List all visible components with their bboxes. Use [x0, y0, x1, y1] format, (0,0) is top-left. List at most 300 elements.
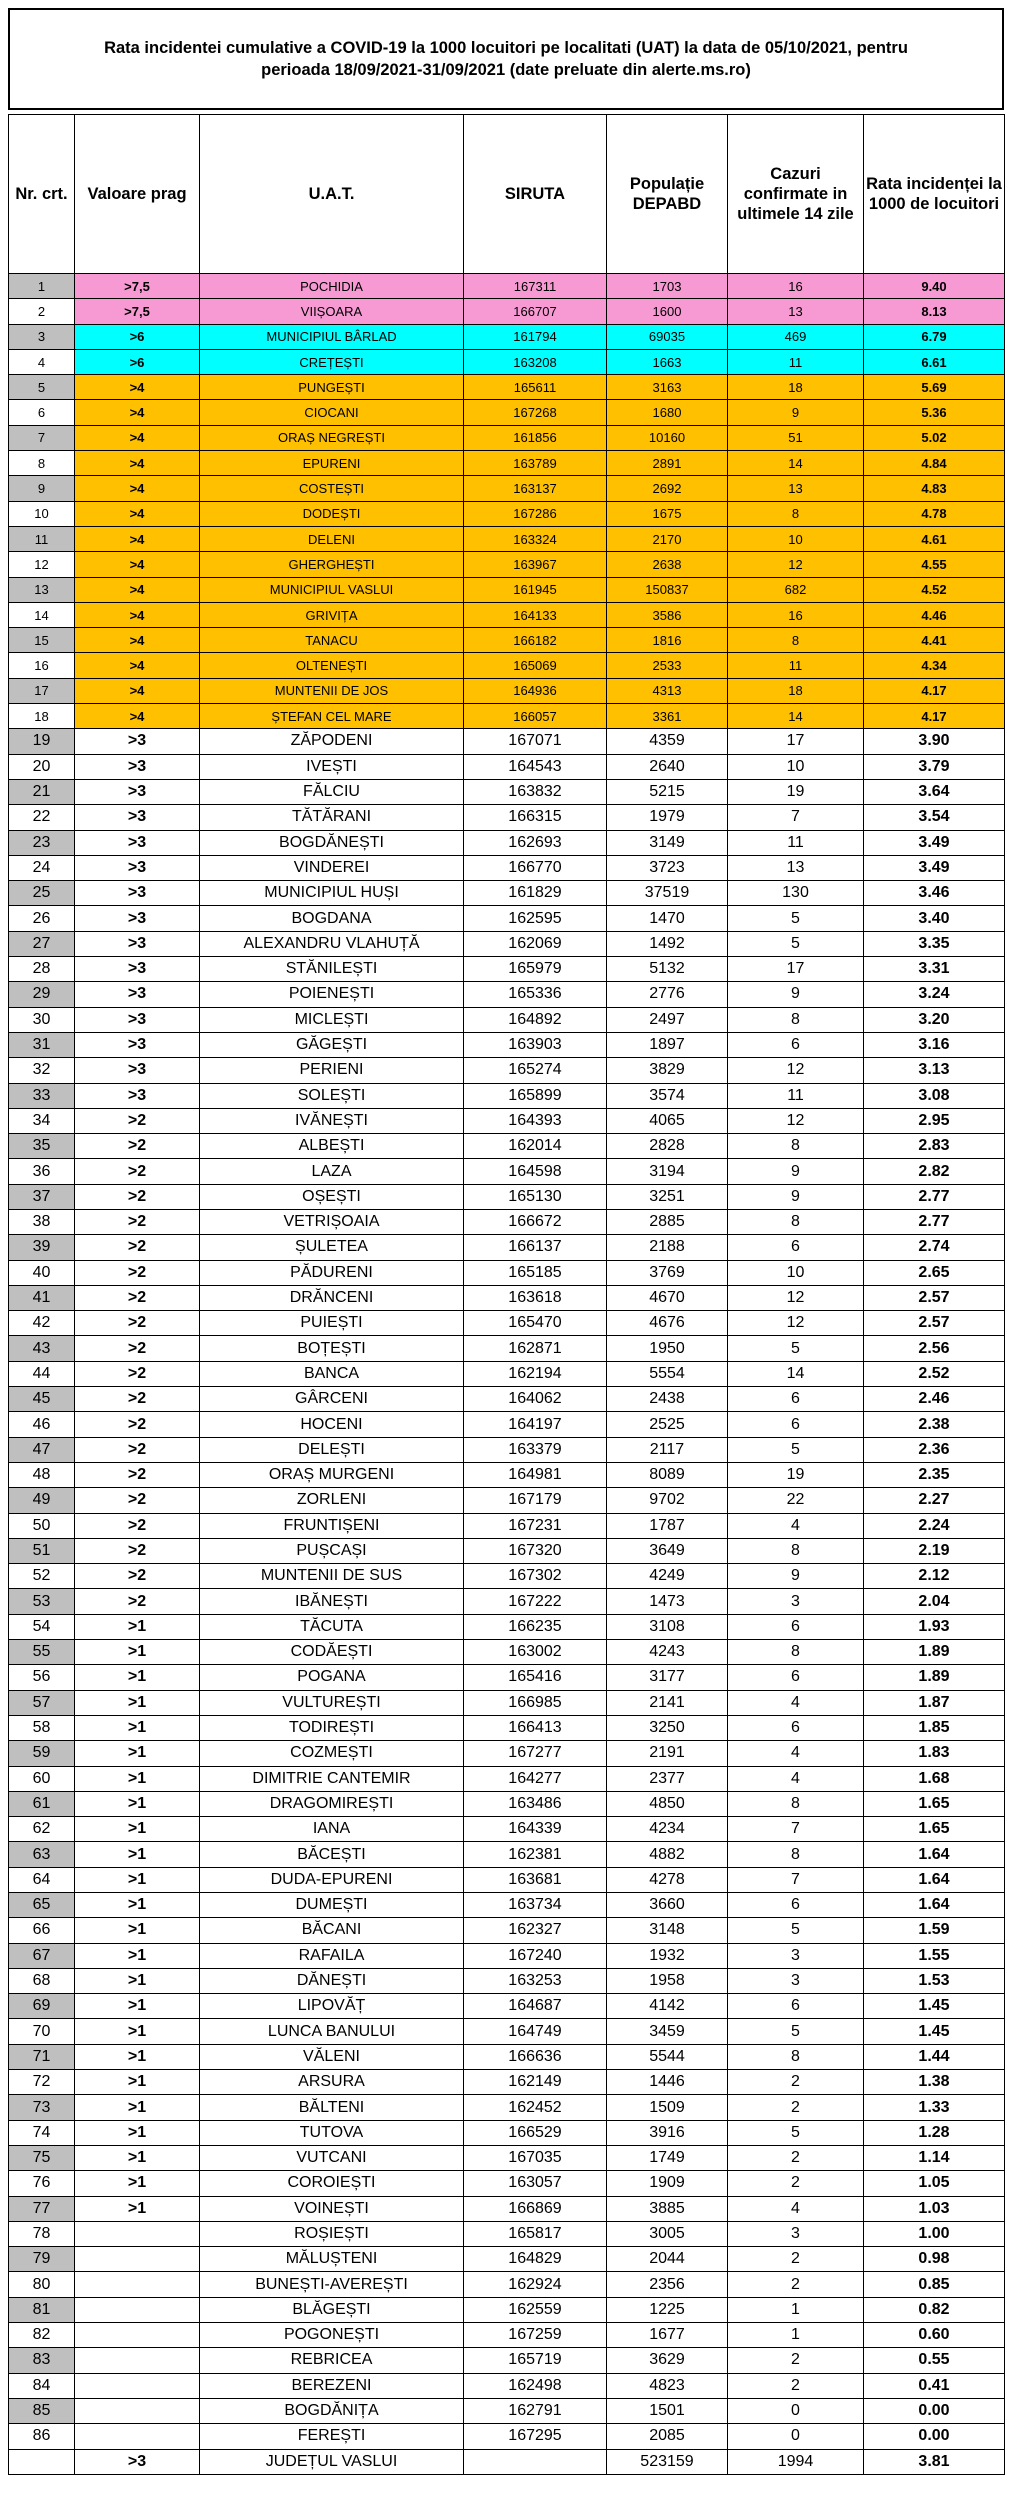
confirmed-cases: 2	[728, 2247, 864, 2272]
siruta-code: 167071	[464, 729, 607, 754]
table-title	[8, 8, 1004, 110]
threshold-value: >1	[75, 1614, 200, 1639]
table-row	[9, 1564, 1005, 1589]
uat-name: MICLEȘTI	[200, 1007, 464, 1032]
header-cazuri: Cazuri confirmate in ultimele 14 zile	[728, 115, 864, 274]
siruta-code: 162924	[464, 2272, 607, 2297]
population: 1492	[607, 931, 728, 956]
confirmed-cases: 0	[728, 2424, 864, 2449]
siruta-code: 164277	[464, 1766, 607, 1791]
incidence-rate: 1.44	[864, 2044, 1005, 2069]
table-row	[9, 754, 1005, 779]
incidence-rate: 3.13	[864, 1058, 1005, 1083]
siruta-code: 167259	[464, 2323, 607, 2348]
table-row	[9, 1311, 1005, 1336]
population: 4142	[607, 1994, 728, 2019]
incidence-rate: 0.85	[864, 2272, 1005, 2297]
incidence-rate: 5.36	[864, 400, 1005, 425]
header-row	[9, 115, 1005, 274]
population: 2170	[607, 526, 728, 551]
population: 2525	[607, 1412, 728, 1437]
confirmed-cases: 16	[728, 602, 864, 627]
table-row	[9, 2297, 1005, 2322]
table-row	[9, 779, 1005, 804]
population: 3574	[607, 1083, 728, 1108]
siruta-code: 164687	[464, 1994, 607, 2019]
row-number: 20	[9, 754, 75, 779]
table-row	[9, 678, 1005, 703]
table-row	[9, 881, 1005, 906]
confirmed-cases: 11	[728, 653, 864, 678]
uat-name: POGONEȘTI	[200, 2323, 464, 2348]
siruta-code: 162791	[464, 2398, 607, 2423]
table-row	[9, 1058, 1005, 1083]
row-number: 46	[9, 1412, 75, 1437]
row-number: 29	[9, 982, 75, 1007]
population: 1787	[607, 1513, 728, 1538]
siruta-code: 166182	[464, 628, 607, 653]
row-number: 71	[9, 2044, 75, 2069]
uat-name: ȘULETEA	[200, 1235, 464, 1260]
uat-name: POIENEȘTI	[200, 982, 464, 1007]
siruta-code: 167240	[464, 1943, 607, 1968]
row-number: 68	[9, 1968, 75, 1993]
table-row	[9, 1690, 1005, 1715]
threshold-value: >1	[75, 2095, 200, 2120]
population: 4359	[607, 729, 728, 754]
threshold-value: >4	[75, 526, 200, 551]
population: 4670	[607, 1285, 728, 1310]
population: 1816	[607, 628, 728, 653]
siruta-code: 163681	[464, 1867, 607, 1892]
document	[8, 8, 1004, 2475]
table-row	[9, 2373, 1005, 2398]
threshold-value: >4	[75, 375, 200, 400]
uat-name: BĂCANI	[200, 1918, 464, 1943]
siruta-code: 164936	[464, 678, 607, 703]
total-uat-name: JUDEȚUL VASLUI	[200, 2449, 464, 2474]
population: 3250	[607, 1715, 728, 1740]
threshold-value: >2	[75, 1311, 200, 1336]
incidence-rate: 2.19	[864, 1538, 1005, 1563]
table-row	[9, 1361, 1005, 1386]
population: 8089	[607, 1462, 728, 1487]
population: 2885	[607, 1209, 728, 1234]
confirmed-cases: 5	[728, 1437, 864, 1462]
threshold-value: >3	[75, 754, 200, 779]
uat-name: VOINEȘTI	[200, 2196, 464, 2221]
table-row	[9, 1235, 1005, 1260]
threshold-value: >6	[75, 324, 200, 349]
siruta-code: 164133	[464, 602, 607, 627]
incidence-rate: 1.28	[864, 2120, 1005, 2145]
siruta-code: 165979	[464, 957, 607, 982]
population: 2085	[607, 2424, 728, 2449]
confirmed-cases: 130	[728, 881, 864, 906]
confirmed-cases: 4	[728, 1766, 864, 1791]
table-row	[9, 1791, 1005, 1816]
row-number: 31	[9, 1032, 75, 1057]
threshold-value: >3	[75, 729, 200, 754]
confirmed-cases: 5	[728, 2120, 864, 2145]
row-number: 77	[9, 2196, 75, 2221]
incidence-rate: 2.83	[864, 1134, 1005, 1159]
incidence-rate: 2.57	[864, 1311, 1005, 1336]
threshold-value: >1	[75, 2070, 200, 2095]
population: 150837	[607, 577, 728, 602]
threshold-value: >3	[75, 1083, 200, 1108]
row-number: 11	[9, 526, 75, 551]
row-number: 86	[9, 2424, 75, 2449]
row-number: 64	[9, 1867, 75, 1892]
table-row	[9, 1715, 1005, 1740]
table-row	[9, 830, 1005, 855]
confirmed-cases: 18	[728, 375, 864, 400]
row-number: 51	[9, 1538, 75, 1563]
population: 5215	[607, 779, 728, 804]
confirmed-cases: 9	[728, 1184, 864, 1209]
incidence-rate: 2.77	[864, 1184, 1005, 1209]
threshold-value: >1	[75, 1867, 200, 1892]
population: 3177	[607, 1665, 728, 1690]
uat-name: IANA	[200, 1817, 464, 1842]
uat-name: ALEXANDRU VLAHUȚĂ	[200, 931, 464, 956]
table-row	[9, 931, 1005, 956]
siruta-code: 162327	[464, 1918, 607, 1943]
population: 3586	[607, 602, 728, 627]
row-number: 7	[9, 425, 75, 450]
siruta-code: 162595	[464, 906, 607, 931]
siruta-code: 166985	[464, 1690, 607, 1715]
siruta-code: 163618	[464, 1285, 607, 1310]
table-row	[9, 1134, 1005, 1159]
confirmed-cases: 9	[728, 982, 864, 1007]
population: 4243	[607, 1640, 728, 1665]
table-row	[9, 400, 1005, 425]
confirmed-cases: 2	[728, 2095, 864, 2120]
siruta-code: 165719	[464, 2348, 607, 2373]
confirmed-cases: 11	[728, 1083, 864, 1108]
uat-name: MUNICIPIUL HUȘI	[200, 881, 464, 906]
confirmed-cases: 469	[728, 324, 864, 349]
threshold-value	[75, 2247, 200, 2272]
table-row	[9, 1260, 1005, 1285]
row-number: 13	[9, 577, 75, 602]
threshold-value	[75, 2398, 200, 2423]
table-row	[9, 1513, 1005, 1538]
confirmed-cases: 8	[728, 1791, 864, 1816]
confirmed-cases: 19	[728, 779, 864, 804]
table-row	[9, 2095, 1005, 2120]
threshold-value: >4	[75, 577, 200, 602]
siruta-code: 167302	[464, 1564, 607, 1589]
uat-name: IBĂNEȘTI	[200, 1589, 464, 1614]
row-number: 30	[9, 1007, 75, 1032]
row-number: 78	[9, 2221, 75, 2246]
confirmed-cases: 8	[728, 1209, 864, 1234]
title-line-2: perioada 18/09/2021-31/09/2021 (date preluate din alerte.ms.ro)	[261, 61, 751, 79]
siruta-code: 162381	[464, 1842, 607, 1867]
uat-name: STĂNILEȘTI	[200, 957, 464, 982]
row-number: 19	[9, 729, 75, 754]
confirmed-cases: 12	[728, 1108, 864, 1133]
confirmed-cases: 7	[728, 1817, 864, 1842]
incidence-rate: 6.61	[864, 349, 1005, 374]
confirmed-cases: 16	[728, 274, 864, 299]
siruta-code: 163137	[464, 476, 607, 501]
threshold-value: >6	[75, 349, 200, 374]
population: 37519	[607, 881, 728, 906]
siruta-code: 166869	[464, 2196, 607, 2221]
table-row	[9, 982, 1005, 1007]
threshold-value: >1	[75, 2145, 200, 2170]
uat-name: BEREZENI	[200, 2373, 464, 2398]
confirmed-cases: 8	[728, 2044, 864, 2069]
row-number: 12	[9, 552, 75, 577]
table-row	[9, 2398, 1005, 2423]
incidence-rate: 1.38	[864, 2070, 1005, 2095]
row-number: 50	[9, 1513, 75, 1538]
table-row	[9, 1462, 1005, 1487]
threshold-value: >4	[75, 501, 200, 526]
uat-name: PUNGEȘTI	[200, 375, 464, 400]
population: 1958	[607, 1968, 728, 1993]
siruta-code: 163253	[464, 1968, 607, 1993]
confirmed-cases: 4	[728, 1741, 864, 1766]
population: 1703	[607, 274, 728, 299]
incidence-rate: 3.49	[864, 830, 1005, 855]
confirmed-cases: 8	[728, 628, 864, 653]
population: 1909	[607, 2171, 728, 2196]
header-siruta: SIRUTA	[464, 115, 607, 274]
row-number: 53	[9, 1589, 75, 1614]
uat-name: FEREȘTI	[200, 2424, 464, 2449]
table-row	[9, 1108, 1005, 1133]
uat-name: MUNICIPIUL BÂRLAD	[200, 324, 464, 349]
incidence-rate: 4.61	[864, 526, 1005, 551]
table-row	[9, 2323, 1005, 2348]
population: 3149	[607, 830, 728, 855]
confirmed-cases: 14	[728, 451, 864, 476]
incidence-rate: 3.90	[864, 729, 1005, 754]
confirmed-cases: 6	[728, 1412, 864, 1437]
table-row	[9, 299, 1005, 324]
row-number: 3	[9, 324, 75, 349]
incidence-rate: 3.49	[864, 855, 1005, 880]
population: 1225	[607, 2297, 728, 2322]
incidence-rate: 1.14	[864, 2145, 1005, 2170]
total-incidence-rate: 3.81	[864, 2449, 1005, 2474]
population: 3660	[607, 1893, 728, 1918]
table-row	[9, 274, 1005, 299]
siruta-code: 164197	[464, 1412, 607, 1437]
incidence-rate: 3.54	[864, 805, 1005, 830]
confirmed-cases: 6	[728, 1665, 864, 1690]
uat-name: BLĂGEȘTI	[200, 2297, 464, 2322]
table-row	[9, 2424, 1005, 2449]
uat-name: BOGDANA	[200, 906, 464, 931]
confirmed-cases: 8	[728, 1640, 864, 1665]
incidence-rate: 0.98	[864, 2247, 1005, 2272]
threshold-value: >1	[75, 2120, 200, 2145]
population: 4850	[607, 1791, 728, 1816]
confirmed-cases: 10	[728, 1260, 864, 1285]
table-row	[9, 2171, 1005, 2196]
incidence-rate: 4.46	[864, 602, 1005, 627]
incidence-rate: 1.53	[864, 1968, 1005, 1993]
table-row	[9, 1083, 1005, 1108]
table-row	[9, 1867, 1005, 1892]
uat-name: GÂRCENI	[200, 1387, 464, 1412]
confirmed-cases: 8	[728, 1842, 864, 1867]
threshold-value: >1	[75, 2019, 200, 2044]
threshold-value: >2	[75, 1412, 200, 1437]
threshold-value: >1	[75, 1817, 200, 1842]
population: 4676	[607, 1311, 728, 1336]
incidence-rate: 1.85	[864, 1715, 1005, 1740]
confirmed-cases: 51	[728, 425, 864, 450]
population: 3163	[607, 375, 728, 400]
uat-name: RAFAILA	[200, 1943, 464, 1968]
incidence-rate: 3.35	[864, 931, 1005, 956]
incidence-rate: 2.77	[864, 1209, 1005, 1234]
table-row	[9, 2145, 1005, 2170]
population: 4313	[607, 678, 728, 703]
siruta-code: 162498	[464, 2373, 607, 2398]
confirmed-cases: 3	[728, 1968, 864, 1993]
threshold-value: >1	[75, 1690, 200, 1715]
row-number: 60	[9, 1766, 75, 1791]
siruta-code: 165470	[464, 1311, 607, 1336]
incidence-rate: 2.57	[864, 1285, 1005, 1310]
threshold-value: >2	[75, 1235, 200, 1260]
confirmed-cases: 2	[728, 2171, 864, 2196]
table-row	[9, 1437, 1005, 1462]
siruta-code: 164598	[464, 1159, 607, 1184]
population: 1446	[607, 2070, 728, 2095]
incidence-rate: 0.60	[864, 2323, 1005, 2348]
uat-name: OȘEȘTI	[200, 1184, 464, 1209]
population: 2828	[607, 1134, 728, 1159]
table-row	[9, 1285, 1005, 1310]
table-row	[9, 476, 1005, 501]
row-number: 61	[9, 1791, 75, 1816]
threshold-value: >2	[75, 1260, 200, 1285]
population: 2533	[607, 653, 728, 678]
threshold-value: >7,5	[75, 274, 200, 299]
uat-name: TANACU	[200, 628, 464, 653]
siruta-code: 167268	[464, 400, 607, 425]
confirmed-cases: 3	[728, 1943, 864, 1968]
siruta-code: 165817	[464, 2221, 607, 2246]
siruta-code: 165185	[464, 1260, 607, 1285]
threshold-value: >4	[75, 451, 200, 476]
threshold-value: >2	[75, 1184, 200, 1209]
table-row	[9, 451, 1005, 476]
siruta-code: 164829	[464, 2247, 607, 2272]
table-row	[9, 1007, 1005, 1032]
confirmed-cases: 5	[728, 1336, 864, 1361]
uat-name: MĂLUȘTENI	[200, 2247, 464, 2272]
population: 1677	[607, 2323, 728, 2348]
threshold-value: >1	[75, 1665, 200, 1690]
confirmed-cases: 3	[728, 2221, 864, 2246]
population: 2188	[607, 1235, 728, 1260]
table-row	[9, 1817, 1005, 1842]
uat-name: POCHIDIA	[200, 274, 464, 299]
confirmed-cases: 12	[728, 1285, 864, 1310]
uat-name: COROIEȘTI	[200, 2171, 464, 2196]
incidence-rate: 0.00	[864, 2424, 1005, 2449]
siruta-code: 165336	[464, 982, 607, 1007]
siruta-code: 162069	[464, 931, 607, 956]
siruta-code: 162559	[464, 2297, 607, 2322]
incidence-rate: 1.45	[864, 1994, 1005, 2019]
uat-name: ARSURA	[200, 2070, 464, 2095]
threshold-value: >1	[75, 2044, 200, 2069]
siruta-code: 167231	[464, 1513, 607, 1538]
uat-name: MUNTENII DE SUS	[200, 1564, 464, 1589]
population: 1501	[607, 2398, 728, 2423]
siruta-code: 162194	[464, 1361, 607, 1386]
population: 2117	[607, 1437, 728, 1462]
siruta-code: 162871	[464, 1336, 607, 1361]
threshold-value: >7,5	[75, 299, 200, 324]
row-number: 38	[9, 1209, 75, 1234]
uat-name: GHERGHEȘTI	[200, 552, 464, 577]
uat-name: CIOCANI	[200, 400, 464, 425]
row-number: 80	[9, 2272, 75, 2297]
incidence-rate: 3.64	[864, 779, 1005, 804]
siruta-code: 164062	[464, 1387, 607, 1412]
table-row	[9, 1741, 1005, 1766]
threshold-value: >3	[75, 881, 200, 906]
population: 5554	[607, 1361, 728, 1386]
row-number: 15	[9, 628, 75, 653]
incidence-rate: 0.00	[864, 2398, 1005, 2423]
table-row	[9, 1994, 1005, 2019]
row-number: 24	[9, 855, 75, 880]
confirmed-cases: 8	[728, 501, 864, 526]
incidence-rate: 1.65	[864, 1817, 1005, 1842]
siruta-code: 166315	[464, 805, 607, 830]
uat-name: GĂGEȘTI	[200, 1032, 464, 1057]
confirmed-cases: 6	[728, 1235, 864, 1260]
uat-name: ZĂPODENI	[200, 729, 464, 754]
threshold-value: >1	[75, 1842, 200, 1867]
table-row	[9, 1918, 1005, 1943]
confirmed-cases: 18	[728, 678, 864, 703]
population: 4882	[607, 1842, 728, 1867]
row-number: 1	[9, 274, 75, 299]
table-row	[9, 1893, 1005, 1918]
confirmed-cases: 2	[728, 2070, 864, 2095]
uat-name: POGANA	[200, 1665, 464, 1690]
incidence-rate: 4.78	[864, 501, 1005, 526]
confirmed-cases: 4	[728, 1690, 864, 1715]
confirmed-cases: 9	[728, 1564, 864, 1589]
threshold-value	[75, 2424, 200, 2449]
uat-name: PUȘCAȘI	[200, 1538, 464, 1563]
siruta-code: 166235	[464, 1614, 607, 1639]
siruta-code: 162693	[464, 830, 607, 855]
table-row	[9, 1412, 1005, 1437]
incidence-rate: 2.12	[864, 1564, 1005, 1589]
uat-name: TĂTĂRANI	[200, 805, 464, 830]
siruta-code: 167179	[464, 1488, 607, 1513]
row-number: 59	[9, 1741, 75, 1766]
incidence-rate: 4.83	[864, 476, 1005, 501]
